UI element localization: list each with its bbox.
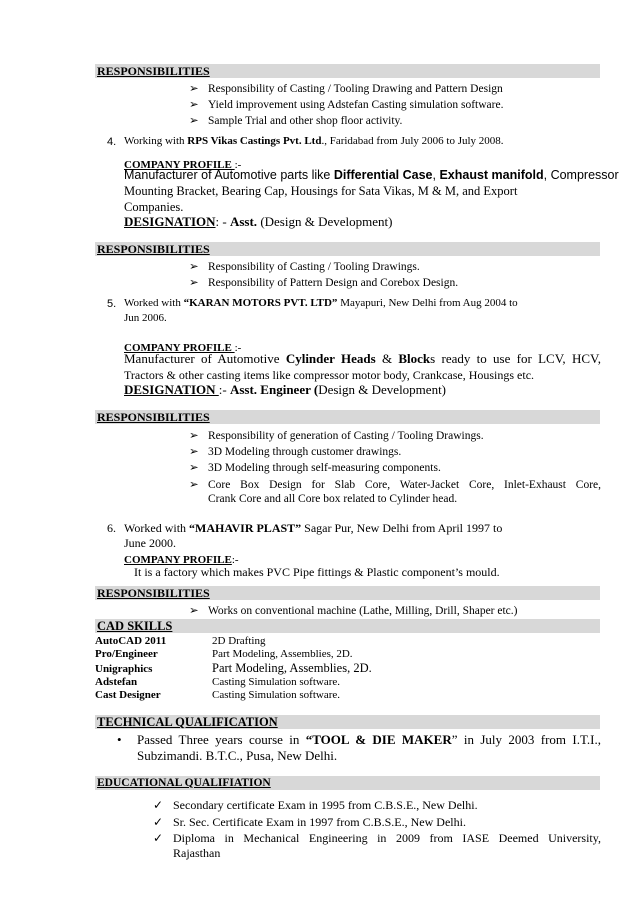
- cad-skills-header: CAD SKILLS: [95, 619, 600, 633]
- company-profile-text: Mounting Bracket, Bearing Cap, Housings for Sata Vikas, M & M, and Export: [124, 184, 518, 198]
- check-bullet-icon: ✓: [153, 798, 164, 812]
- list-item: ➢ Yield improvement using Adstefan Casting simulation software.: [189, 99, 504, 111]
- list-item: Rajasthan: [173, 846, 221, 860]
- technical-qualification-text: Passed Three years course in “TOOL & DIE MAKER” in July 2003 from I.T.I.,: [137, 732, 602, 747]
- list-item: ✓ Sr. Sec. Certificate Exam in 1997 from C.B.S.E., New Delhi.: [153, 815, 466, 829]
- list-item: ➢ Sample Trial and other shop floor activity.: [189, 115, 403, 127]
- company-profile-label: COMPANY PROFILE :-: [124, 342, 242, 354]
- job-number: 6.: [107, 521, 116, 535]
- job-dates: June 2000.: [124, 536, 176, 550]
- company-profile-text: Manufacturer of Automotive Cylinder Heads & Blocks ready to use for LCV, HCV,: [124, 351, 601, 366]
- cad-skill-name: AutoCAD 2011: [95, 635, 167, 647]
- responsibilities-header-4: RESPONSIBILITIES: [95, 586, 600, 600]
- technical-qualification-text: Subzimandi. B.T.C., Pusa, New Delhi.: [137, 748, 338, 763]
- job-number: 5.: [107, 298, 117, 310]
- list-item: ➢ 3D Modeling through customer drawings.: [189, 446, 402, 458]
- cad-skill-value: Casting Simulation software.: [212, 676, 341, 688]
- list-item: ➢ Responsibility of Casting / Tooling Drawing and Pattern Design: [189, 83, 503, 95]
- company-profile-label: COMPANY PROFILE :-: [124, 159, 242, 171]
- list-item: ✓ Secondary certificate Exam in 1995 from C.B.S.E., New Delhi.: [153, 798, 478, 812]
- arrow-bullet-icon: ➢: [189, 446, 199, 458]
- company-profile-label: COMPANY PROFILE:-: [124, 554, 239, 566]
- arrow-bullet-icon: ➢: [189, 83, 199, 95]
- cad-skill-name: Cast Designer: [95, 689, 161, 701]
- job-number: 4.: [107, 136, 117, 148]
- job-title: Worked with “KARAN MOTORS PVT. LTD” Mayapuri, New Delhi from Aug 2004 to: [124, 297, 518, 309]
- list-item: Crank Core and all Core box related to Cylinder head.: [208, 493, 458, 505]
- responsibilities-header-3: RESPONSIBILITIES: [95, 410, 600, 424]
- dot-bullet-icon: •: [117, 732, 122, 747]
- job-title: Working with RPS Vikas Castings Pvt. Ltd., Faridabad from July 2006 to July 2008.: [124, 135, 504, 147]
- company-profile-text: Tractors & other casting items like compressor motor body, Crankcase, Housings etc.: [124, 368, 535, 382]
- arrow-bullet-icon: ➢: [189, 277, 199, 289]
- list-item: ➢ Core Box Design for Slab Core, Water-Jacket Core, Inlet-Exhaust Core,: [189, 479, 601, 491]
- arrow-bullet-icon: ➢: [189, 479, 199, 491]
- company-profile-text: Companies.: [124, 200, 184, 214]
- cad-skill-name: Adstefan: [95, 676, 138, 688]
- responsibilities-header-1: RESPONSIBILITIES: [95, 64, 600, 78]
- check-bullet-icon: ✓: [153, 815, 164, 829]
- company-profile-text: It is a factory which makes PVC Pipe fittings & Plastic component’s mould.: [134, 565, 500, 579]
- arrow-bullet-icon: ➢: [189, 430, 199, 442]
- list-item: ➢ Responsibility of Casting / Tooling Drawings.: [189, 261, 420, 273]
- job-dates: Jun 2006.: [124, 312, 167, 324]
- list-item: ➢ 3D Modeling through self-measuring components.: [189, 462, 441, 474]
- designation: DESIGNATION: - Asst. (Design & Development): [124, 214, 393, 229]
- cad-skill-name: Unigraphics: [95, 663, 153, 675]
- check-bullet-icon: ✓: [153, 831, 164, 845]
- cad-skill-value: Part Modeling, Assemblies, 2D.: [212, 661, 372, 675]
- technical-qualification-header: TECHNICAL QUALIFICATION: [95, 715, 600, 729]
- designation: DESIGNATION :- Asst. Engineer (Design & Development): [124, 382, 447, 397]
- arrow-bullet-icon: ➢: [189, 99, 199, 111]
- cad-skill-name: Pro/Engineer: [95, 648, 158, 660]
- cad-skill-value: 2D Drafting: [212, 635, 266, 647]
- arrow-bullet-icon: ➢: [189, 462, 199, 474]
- list-item: ➢ Works on conventional machine (Lathe, Milling, Drill, Shaper etc.): [189, 605, 518, 617]
- educational-qualification-header: EDUCATIONAL QUALIFIATION: [95, 776, 600, 790]
- cad-skill-value: Casting Simulation software.: [212, 689, 341, 701]
- cad-skill-value: Part Modeling, Assemblies, 2D.: [212, 648, 353, 660]
- arrow-bullet-icon: ➢: [189, 261, 199, 273]
- company-profile-text: Manufacturer of Automotive parts like Differential Case, Exhaust manifold, Compressor: [124, 168, 619, 182]
- list-item: ➢ Responsibility of Pattern Design and Corebox Design.: [189, 277, 459, 289]
- arrow-bullet-icon: ➢: [189, 605, 199, 617]
- list-item: ➢ Responsibility of generation of Casting / Tooling Drawings.: [189, 430, 484, 442]
- list-item: ✓ Diploma in Mechanical Engineering in 2009 from IASE Deemed University,: [153, 831, 601, 845]
- job-title: Worked with “MAHAVIR PLAST” Sagar Pur, New Delhi from April 1997 to: [124, 521, 503, 535]
- arrow-bullet-icon: ➢: [189, 115, 199, 127]
- responsibilities-header-2: RESPONSIBILITIES: [95, 242, 600, 256]
